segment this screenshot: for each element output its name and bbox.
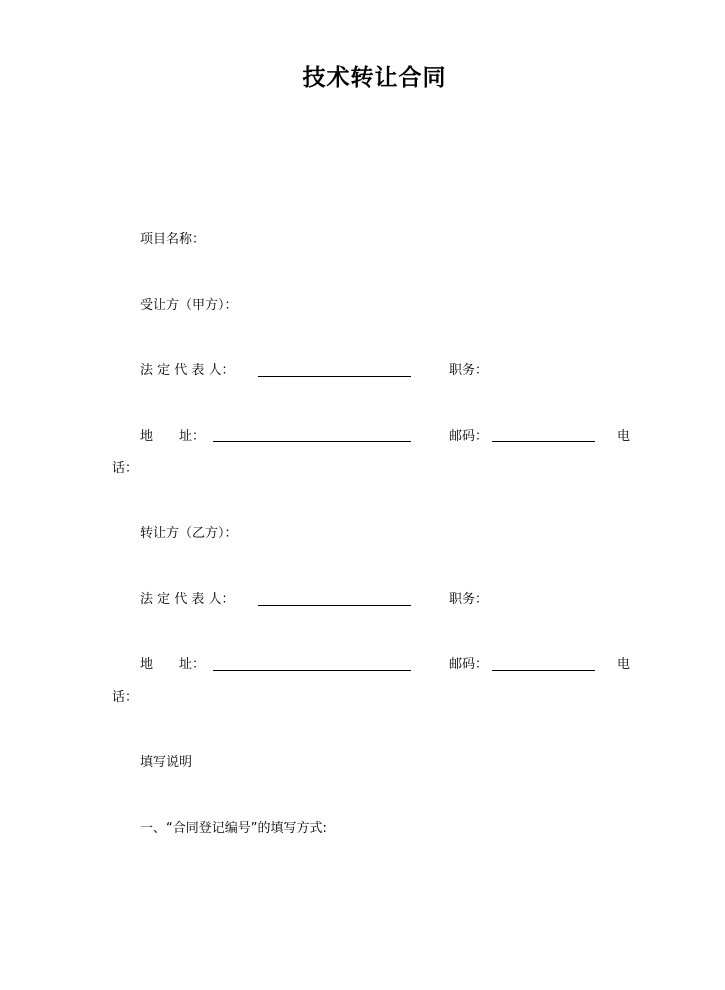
transferee-legal-rep-blank[interactable] bbox=[258, 376, 411, 377]
transferee-label: 受让方（甲方）： bbox=[140, 298, 238, 313]
transferor-legal-rep-blank[interactable] bbox=[258, 605, 411, 606]
transferor-postcode-label: 邮码： bbox=[449, 657, 489, 672]
document-title: 技术转让合同 bbox=[302, 65, 447, 91]
transferor-postcode-blank[interactable] bbox=[492, 670, 595, 671]
transferee-postcode-blank[interactable] bbox=[492, 441, 595, 442]
transferor-position-label: 职务： bbox=[449, 592, 489, 607]
transferee-position-label: 职务： bbox=[449, 363, 489, 378]
transferor-label: 转让方（乙方）： bbox=[140, 526, 238, 541]
transferee-address-label: 地 址： bbox=[140, 429, 206, 444]
transferor-legal-rep-label: 法 定 代 表 人： bbox=[140, 592, 235, 607]
project-name-label: 项目名称： bbox=[140, 232, 206, 247]
transferor-address-label: 地 址： bbox=[140, 657, 206, 672]
transferee-address-blank[interactable] bbox=[213, 441, 411, 442]
transferee-legal-rep-label: 法 定 代 表 人： bbox=[140, 363, 235, 378]
transferor-phone-label-part2: 话： bbox=[112, 690, 139, 705]
transferee-phone-label-part1: 电 bbox=[617, 429, 631, 444]
instruction-item-1: 一、“合同登记编号”的填写方式: bbox=[140, 821, 327, 836]
instructions-heading: 填写说明 bbox=[140, 755, 193, 770]
transferor-phone-label-part1: 电 bbox=[617, 657, 631, 672]
transferee-phone-label-part2: 话： bbox=[112, 461, 139, 476]
transferee-postcode-label: 邮码： bbox=[449, 429, 489, 444]
transferor-address-blank[interactable] bbox=[213, 670, 411, 671]
